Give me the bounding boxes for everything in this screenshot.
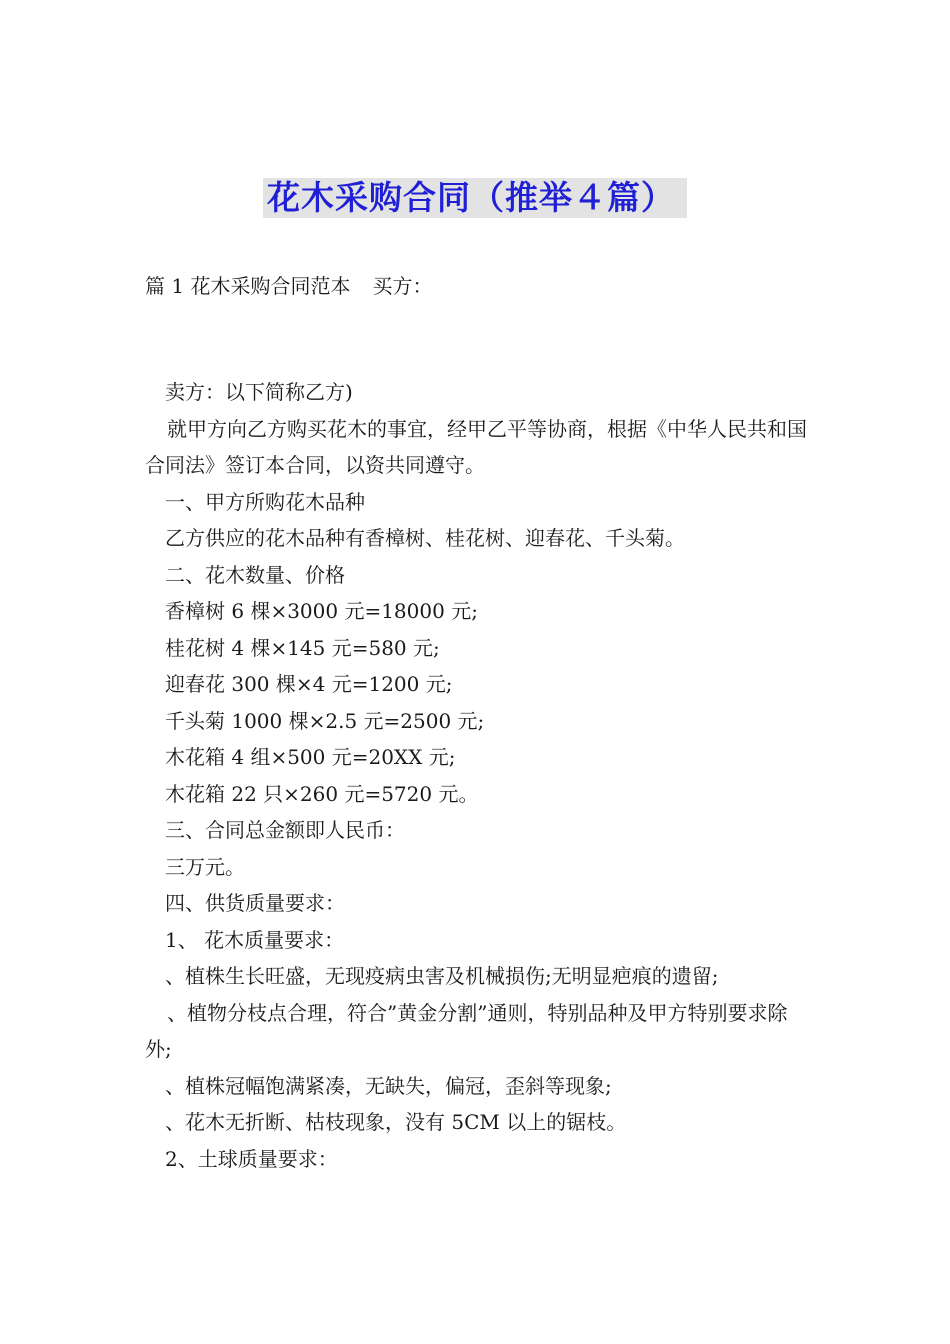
section-header <box>145 268 432 304</box>
contract-line: 1、 花木质量要求： <box>165 927 345 952</box>
part-label: 篇 1 花木采购合同范本 <box>145 274 351 298</box>
contract-line: 2、土球质量要求： <box>165 1146 338 1171</box>
contract-line: 、花木无折断、枯枝现象，没有 5CM 以上的锯枝。 <box>165 1110 627 1134</box>
contract-line: 就甲方向乙方购买花木的事宜，经甲乙平等协商，根据《中华人民共和国合同法》签订本合同，以资共同遵守。 <box>145 416 807 477</box>
title-block <box>0 178 950 218</box>
contract-line: 四、供货质量要求： <box>165 891 345 915</box>
contract-line: 二、花木数量、价格 <box>165 562 345 587</box>
contract-line: 、植株生长旺盛，无现疫病虫害及机械损伤;无明显疤痕的遗留; <box>165 964 719 988</box>
contract-line: 木花箱 22 只×260 元=5720 元。 <box>165 781 479 806</box>
contract-line: 乙方供应的花木品种有香樟树、桂花树、迎春花、千头菊。 <box>165 526 685 550</box>
contract-line: 千头菊 1000 棵×2.5 元=2500 元; <box>165 708 485 733</box>
contract-line: 木花箱 4 组×500 元=20XX 元; <box>165 745 456 769</box>
contract-line: 迎春花 300 棵×4 元=1200 元; <box>165 672 453 696</box>
contract-line: 、植物分枝点合理，符合”黄金分割”通则，特别品种及甲方特别要求除外; <box>145 1000 788 1061</box>
contract-line: 卖方：以下简称乙方) <box>165 380 353 404</box>
contract-body <box>145 374 810 1177</box>
contract-line: 、植株冠幅饱满紧凑，无缺失，偏冠，歪斜等现象; <box>165 1073 612 1098</box>
contract-line: 三万元。 <box>165 854 245 879</box>
contract-line: 桂花树 4 棵×145 元=580 元; <box>165 635 440 660</box>
contract-line: 香樟树 6 棵×3000 元=18000 元; <box>165 599 478 623</box>
buyer-label: 买方： <box>372 274 433 298</box>
document-title: 花木采购合同（推举４篇） <box>263 178 687 218</box>
contract-line: 一、甲方所购花木品种 <box>165 489 365 514</box>
contract-line: 三、合同总金额即人民币： <box>165 818 405 842</box>
